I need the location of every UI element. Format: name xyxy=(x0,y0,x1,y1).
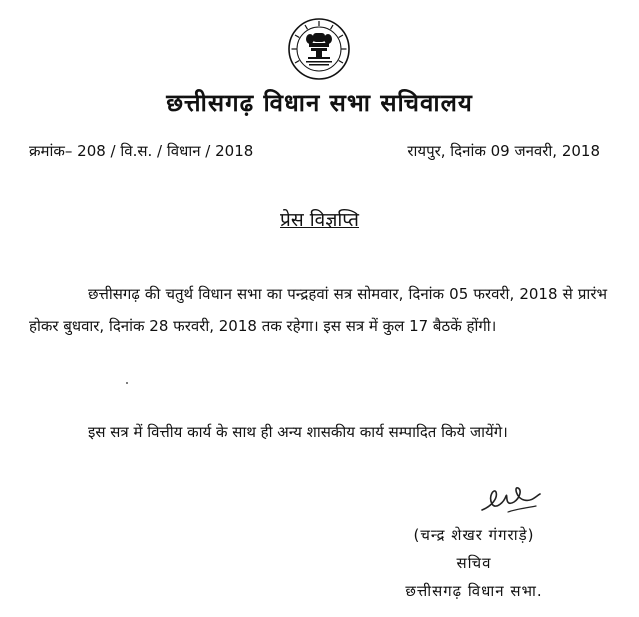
reference-number: क्रमांक– 208 / वि.स. / विधान / 2018 xyxy=(29,142,254,160)
body-paragraph-session-dates: छत्तीसगढ़ की चतुर्थ विधान सभा का पन्द्रहवां सत्र सोमवार, दिनांक 05 फरवरी, 2018 से प्रारंभ होकर बुधवार, दिनांक 28 फरवरी, 2018 तक रहेगा। इस सत्र में कुल 17 बैठकें होंगी। xyxy=(29,285,607,335)
signatory-name: (चन्द्र शेखर गंगराड़े) xyxy=(413,526,535,544)
press-release-heading: प्रेस विज्ञप्ति xyxy=(280,209,359,231)
place-date: रायपुर, दिनांक 09 जनवरी, 2018 xyxy=(407,142,600,160)
signatory-designation: सचिव xyxy=(456,554,492,572)
scan-speck xyxy=(126,382,128,384)
handwritten-signature-icon xyxy=(478,482,544,516)
signature-block xyxy=(369,521,579,605)
body-paragraph-business: इस सत्र में वित्तीय कार्य के साथ ही अन्य शासकीय कार्य सम्पादित किये जायेंगे। xyxy=(88,423,508,441)
organization-title: छत्तीसगढ़ विधान सभा सचिवालय xyxy=(166,89,473,117)
state-emblem-seal-icon xyxy=(287,17,351,81)
signatory-organization: छत्तीसगढ़ विधान सभा. xyxy=(405,582,543,600)
